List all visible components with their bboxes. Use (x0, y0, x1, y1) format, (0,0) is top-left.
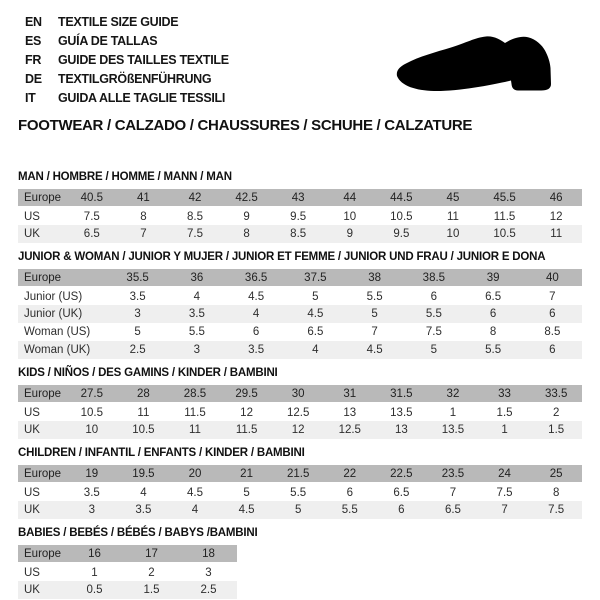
size-cell: 4.5 (307, 308, 324, 320)
table-row (18, 287, 582, 305)
size-cell: 8 (552, 486, 560, 499)
size-cell: 9.5 (393, 228, 410, 240)
language-label: TEXTILGRÖßENFÜHRUNG (58, 72, 212, 86)
size-cell: 11 (550, 228, 563, 240)
size-cell: 2.5 (200, 584, 217, 596)
size-cell: 22.5 (390, 467, 413, 480)
section-title: KIDS / NIÑOS / DES GAMINS / KINDER / BAMBINI (18, 367, 278, 379)
size-cell: 5 (312, 290, 319, 303)
row-label: Europe (24, 547, 62, 560)
section-title: JUNIOR & WOMAN / JUNIOR Y MUJER / JUNIOR ET FEMME / JUNIOR UND FRAU / JUNIOR E DONA (18, 251, 546, 263)
size-cell: 43 (291, 191, 305, 204)
size-cell: 38 (368, 271, 382, 284)
size-cell: 46 (549, 191, 563, 204)
size-cell: 10.5 (132, 424, 155, 436)
size-cell: 5 (371, 308, 378, 320)
size-cell: 30 (291, 387, 305, 400)
size-cell: 31.5 (390, 387, 413, 400)
size-cell: 12.5 (338, 424, 361, 436)
size-cell: 11 (137, 406, 150, 419)
row-label: UK (24, 504, 40, 516)
table-header-row (18, 545, 237, 563)
size-cell: 18 (202, 547, 215, 560)
size-cell: 7 (140, 228, 147, 240)
size-cell: 3.5 (188, 308, 205, 320)
size-cell: 44 (343, 191, 357, 204)
size-cell: 16 (88, 547, 101, 560)
size-cell: 5.5 (485, 344, 502, 356)
size-table-kids (18, 385, 582, 439)
size-cell: 45 (446, 191, 460, 204)
size-cell: 3 (88, 504, 95, 516)
section-title: CHILDREN / INFANTIL / ENFANTS / KINDER / BAMBINI (18, 447, 305, 459)
table-header-row (18, 189, 582, 207)
size-cell: 13 (394, 424, 408, 436)
size-cell: 38.5 (422, 271, 446, 284)
size-table-children (18, 465, 582, 519)
table-row (18, 421, 582, 439)
size-cell: 19.5 (132, 467, 155, 480)
size-cell: 11.5 (184, 406, 206, 419)
size-cell: 9.5 (290, 210, 307, 223)
size-cell: 40 (545, 271, 559, 284)
size-cell: 44.5 (390, 191, 413, 204)
row-label: Europe (24, 191, 62, 204)
row-label: Junior (US) (24, 290, 83, 303)
size-cell: 12 (549, 210, 563, 223)
size-cell: 20 (188, 467, 202, 480)
size-cell: 3 (193, 344, 201, 356)
language-code: FR (25, 53, 42, 67)
row-label: US (24, 566, 40, 579)
language-row (25, 13, 582, 32)
size-cell: 1.5 (143, 584, 160, 596)
section-title: MAN / HOMBRE / HOMME / MANN / MAN (18, 171, 232, 183)
size-cell: 2 (148, 566, 155, 579)
size-cell: 28.5 (183, 387, 207, 400)
size-cell: 17 (145, 547, 158, 560)
table-row (18, 581, 237, 599)
size-cell: 7.5 (186, 228, 203, 240)
row-label: UK (24, 584, 40, 596)
table-header-row (18, 385, 582, 403)
size-cell: 31 (343, 387, 357, 400)
size-cell: 13.5 (390, 406, 413, 419)
size-section-children (18, 447, 582, 519)
size-cell: 9 (346, 228, 353, 240)
language-code: EN (25, 15, 42, 29)
size-cell: 4.5 (238, 504, 255, 516)
size-cell: 5.5 (341, 504, 358, 516)
size-cell: 1 (449, 406, 457, 419)
size-cell: 7 (371, 326, 378, 338)
size-cell: 1.5 (548, 424, 565, 436)
category-title: FOOTWEAR / CALZADO / CHAUSSURES / SCHUHE / CALZATURE (18, 117, 473, 134)
row-label: Junior (UK) (24, 308, 83, 320)
table-row (18, 305, 582, 323)
row-label: Europe (24, 271, 62, 284)
size-cell: 1.5 (496, 406, 513, 419)
size-cell: 7.5 (425, 326, 442, 338)
size-cell: 6 (346, 486, 353, 499)
size-cell: 4.5 (186, 486, 203, 499)
size-cell: 33.5 (544, 387, 568, 400)
size-section-babies (18, 527, 582, 599)
language-label: GUIDA ALLE TAGLIE TESSILI (58, 91, 226, 105)
size-cell: 25 (549, 467, 563, 480)
size-cell: 24 (498, 467, 511, 480)
size-cell: 22 (343, 467, 357, 480)
shoe-icon (395, 34, 585, 98)
size-cell: 5.5 (290, 486, 307, 499)
size-cell: 10.5 (390, 210, 413, 223)
size-tables (18, 171, 582, 599)
language-label: TEXTILE SIZE GUIDE (58, 15, 179, 29)
size-cell: 5.5 (188, 326, 205, 338)
size-cell: 42.5 (235, 191, 258, 204)
size-cell: 6 (549, 308, 556, 320)
size-cell: 6 (398, 504, 405, 516)
size-cell: 12 (240, 406, 253, 419)
language-code: IT (25, 91, 36, 105)
row-label: US (24, 406, 40, 419)
size-cell: 8 (489, 326, 497, 338)
size-cell: 7 (449, 486, 457, 499)
size-cell: 4.5 (366, 344, 383, 356)
language-label: GUIDE DES TAILLES TEXTILE (58, 53, 229, 67)
size-cell: 36 (190, 271, 204, 284)
size-cell: 3.5 (83, 486, 100, 499)
size-cell: 4 (252, 308, 260, 320)
size-table-man (18, 189, 582, 243)
size-cell: 13.5 (441, 424, 465, 436)
size-cell: 33 (498, 387, 511, 400)
size-cell: 1 (501, 424, 508, 436)
size-cell: 6 (549, 344, 556, 356)
size-cell: 12 (291, 424, 305, 436)
size-cell: 21 (240, 467, 253, 480)
row-label: US (24, 486, 40, 499)
size-cell: 45.5 (493, 191, 516, 204)
size-cell: 10 (343, 210, 357, 223)
size-cell: 13 (343, 406, 357, 419)
size-cell: 35.5 (126, 271, 149, 284)
size-cell: 27.5 (80, 387, 103, 400)
size-cell: 8 (243, 228, 250, 240)
size-cell: 40.5 (80, 191, 103, 204)
size-cell: 6 (430, 290, 438, 303)
size-cell: 11.5 (235, 424, 258, 436)
size-cell: 7.5 (496, 486, 513, 499)
size-cell: 6.5 (393, 486, 410, 499)
size-cell: 7 (549, 290, 556, 303)
row-label: US (24, 210, 40, 223)
table-row (18, 225, 582, 243)
size-cell: 0.5 (86, 584, 103, 596)
size-cell: 10.5 (493, 228, 516, 240)
table-row (18, 501, 582, 519)
row-label: Europe (24, 467, 62, 480)
section-title: BABIES / BEBÉS / BÉBÉS / BABYS /BAMBINI (18, 527, 258, 539)
table-header-row (18, 269, 582, 287)
table-row (18, 403, 582, 421)
size-cell: 12.5 (286, 406, 310, 419)
size-cell: 6.5 (307, 326, 324, 338)
size-cell: 3 (205, 566, 212, 579)
size-section-kids (18, 367, 582, 439)
size-cell: 4.5 (248, 290, 265, 303)
size-cell: 5 (243, 486, 250, 499)
language-code: ES (25, 34, 42, 48)
size-cell: 5 (430, 344, 438, 356)
size-section-man (18, 171, 582, 243)
size-cell: 10.5 (80, 406, 103, 419)
size-table-junior-woman (18, 269, 582, 359)
size-cell: 3.5 (135, 504, 152, 516)
size-cell: 2.5 (129, 344, 146, 356)
size-cell: 4 (312, 344, 319, 356)
size-cell: 21.5 (286, 467, 310, 480)
table-header-row (18, 465, 582, 483)
row-label: Europe (24, 387, 62, 400)
size-cell: 7.5 (548, 504, 565, 516)
table-row (18, 483, 582, 501)
size-cell: 5.5 (366, 290, 383, 303)
language-code: DE (25, 72, 42, 86)
size-cell: 19 (85, 467, 99, 480)
size-cell: 8.5 (290, 228, 307, 240)
size-cell: 9 (243, 210, 250, 223)
size-cell: 32 (446, 387, 460, 400)
size-cell: 39 (486, 271, 500, 284)
size-cell: 42 (188, 191, 202, 204)
size-cell: 6.5 (83, 228, 100, 240)
row-label: Woman (UK) (24, 344, 91, 356)
size-cell: 3.5 (129, 290, 146, 303)
size-cell: 2 (552, 406, 560, 419)
size-cell: 37.5 (304, 271, 327, 284)
size-table-babies (18, 545, 237, 599)
table-row (18, 341, 582, 359)
size-cell: 3.5 (248, 344, 265, 356)
row-label: UK (24, 424, 40, 436)
size-cell: 28 (136, 387, 150, 400)
size-cell: 3 (134, 308, 141, 320)
size-cell: 7 (501, 504, 508, 516)
table-row (18, 323, 582, 341)
size-cell: 5.5 (425, 308, 442, 320)
size-cell: 8.5 (544, 326, 561, 338)
table-row (18, 207, 582, 225)
size-cell: 8 (140, 210, 147, 223)
size-cell: 10 (85, 424, 99, 436)
size-cell: 11 (189, 424, 201, 436)
size-cell: 7.5 (83, 210, 100, 223)
size-cell: 5 (294, 504, 302, 516)
language-label: GUÍA DE TALLAS (58, 34, 158, 48)
size-cell: 11 (446, 210, 459, 223)
size-cell: 8.5 (186, 210, 203, 223)
size-cell: 6 (252, 326, 260, 338)
size-cell: 6 (489, 308, 497, 320)
size-cell: 23.5 (441, 467, 465, 480)
size-cell: 4 (191, 504, 199, 516)
size-cell: 4 (140, 486, 147, 499)
size-cell: 29.5 (235, 387, 258, 400)
size-cell: 11.5 (493, 210, 516, 223)
size-cell: 41 (136, 191, 150, 204)
size-cell: 6.5 (485, 290, 502, 303)
size-cell: 4 (193, 290, 201, 303)
size-cell: 1 (91, 566, 98, 579)
size-cell: 10 (446, 228, 460, 240)
row-label: UK (24, 228, 40, 240)
size-section-junior-woman (18, 251, 582, 359)
table-row (18, 563, 237, 581)
size-cell: 5 (134, 326, 141, 338)
row-label: Woman (US) (24, 326, 91, 338)
size-cell: 36.5 (244, 271, 268, 284)
size-cell: 6.5 (444, 504, 461, 516)
